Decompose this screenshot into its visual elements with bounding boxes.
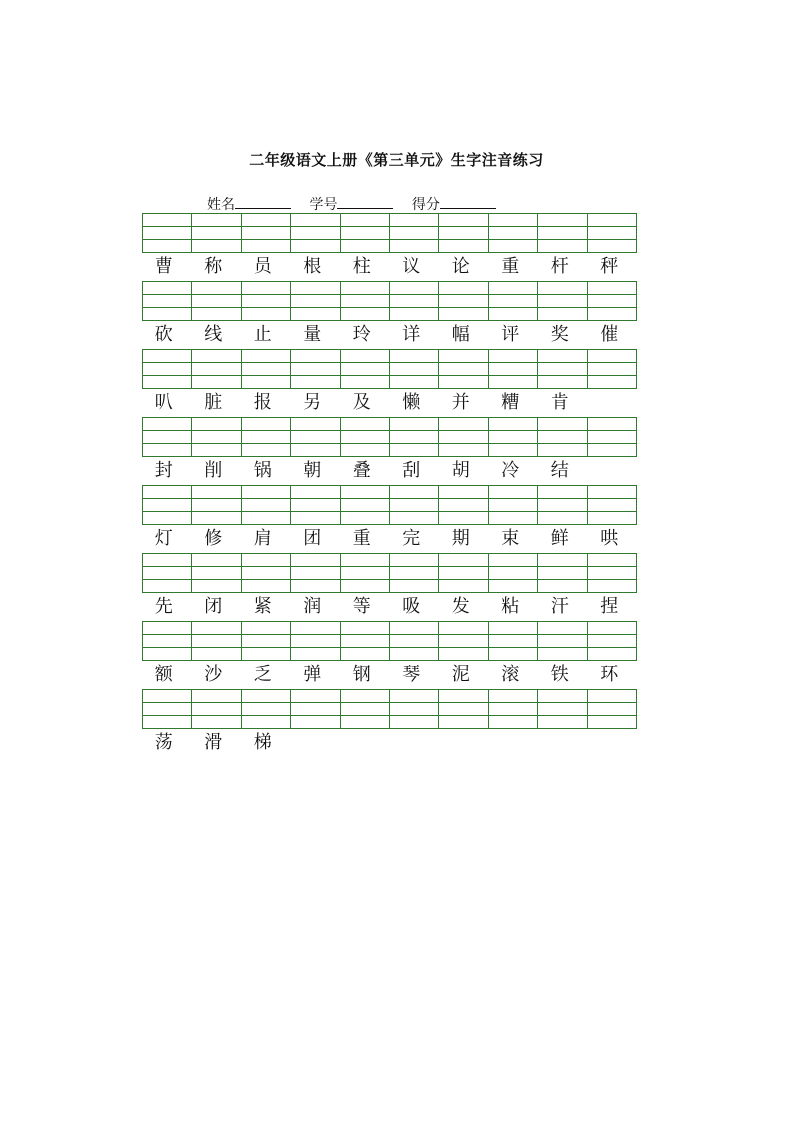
pinyin-answer-cell[interactable] [192, 554, 241, 592]
hanzi-character: 砍 [154, 324, 173, 345]
name-blank[interactable] [235, 196, 291, 209]
hanzi-character: 评 [501, 324, 520, 345]
pinyin-answer-cell[interactable] [242, 554, 291, 592]
hanzi-character: 报 [253, 392, 272, 413]
pinyin-answer-cell[interactable] [192, 486, 241, 524]
hanzi-character: 润 [303, 596, 322, 617]
pinyin-answer-cell[interactable] [588, 554, 636, 592]
pinyin-answer-cell[interactable] [390, 214, 439, 252]
pinyin-answer-cell[interactable] [489, 282, 538, 320]
character-row [142, 253, 637, 281]
hanzi-character: 重 [501, 256, 520, 277]
hanzi-character: 哄 [600, 528, 619, 549]
hanzi-character: 闭 [204, 596, 223, 617]
pinyin-answer-cell[interactable] [439, 486, 488, 524]
hanzi-character: 柱 [352, 256, 371, 277]
pinyin-answer-cell[interactable] [291, 554, 340, 592]
pinyin-answer-cell[interactable] [192, 622, 241, 660]
pinyin-answer-cell[interactable] [489, 350, 538, 388]
hanzi-character: 糟 [501, 392, 520, 413]
pinyin-answer-cell[interactable] [291, 282, 340, 320]
pinyin-answer-cell[interactable] [143, 554, 192, 592]
hanzi-character: 冷 [501, 460, 520, 481]
hanzi-character: 杆 [550, 256, 569, 277]
hanzi-character: 幅 [451, 324, 470, 345]
pinyin-answer-cell[interactable] [341, 622, 390, 660]
pinyin-answer-cell[interactable] [341, 350, 390, 388]
pinyin-answer-cell[interactable] [588, 690, 636, 728]
pinyin-answer-cell[interactable] [588, 486, 636, 524]
hanzi-character: 梯 [253, 732, 272, 753]
pinyin-grid-row [142, 349, 637, 389]
hanzi-character: 发 [451, 596, 470, 617]
hanzi-character: 弹 [303, 664, 322, 685]
pinyin-answer-cell[interactable] [538, 282, 587, 320]
hanzi-character: 称 [204, 256, 223, 277]
pinyin-answer-cell[interactable] [538, 418, 587, 456]
hanzi-character: 员 [253, 256, 272, 277]
pinyin-answer-cell[interactable] [390, 418, 439, 456]
pinyin-answer-cell[interactable] [143, 418, 192, 456]
pinyin-answer-cell[interactable] [242, 350, 291, 388]
hanzi-character: 粘 [501, 596, 520, 617]
pinyin-answer-cell[interactable] [341, 486, 390, 524]
hanzi-character: 玲 [352, 324, 371, 345]
pinyin-answer-cell[interactable] [143, 282, 192, 320]
hanzi-character: 秤 [600, 256, 619, 277]
student-number-blank[interactable] [337, 196, 393, 209]
pinyin-grid-row [142, 281, 637, 321]
pinyin-answer-cell[interactable] [192, 214, 241, 252]
hanzi-character: 吸 [402, 596, 421, 617]
pinyin-answer-cell[interactable] [192, 350, 241, 388]
hanzi-character: 议 [402, 256, 421, 277]
hanzi-character: 懒 [402, 392, 421, 413]
pinyin-answer-cell[interactable] [341, 282, 390, 320]
hanzi-character: 环 [600, 664, 619, 685]
pinyin-answer-cell[interactable] [291, 690, 340, 728]
hanzi-character: 等 [352, 596, 371, 617]
pinyin-answer-cell[interactable] [390, 282, 439, 320]
pinyin-answer-cell[interactable] [242, 418, 291, 456]
pinyin-answer-cell[interactable] [439, 214, 488, 252]
page-title: 二年级语文上册《第三单元》生字注音练习 [249, 151, 544, 169]
hanzi-character: 另 [303, 392, 322, 413]
hanzi-character: 滑 [204, 732, 223, 753]
pinyin-answer-cell[interactable] [538, 350, 587, 388]
hanzi-character: 及 [352, 392, 371, 413]
character-row [142, 525, 637, 553]
hanzi-character: 修 [204, 528, 223, 549]
pinyin-answer-cell[interactable] [489, 622, 538, 660]
pinyin-answer-cell[interactable] [489, 486, 538, 524]
hanzi-character: 鲜 [550, 528, 569, 549]
score-field [412, 194, 496, 214]
pinyin-answer-cell[interactable] [439, 350, 488, 388]
hanzi-character: 完 [402, 528, 421, 549]
pinyin-answer-cell[interactable] [439, 690, 488, 728]
pinyin-answer-cell[interactable] [390, 486, 439, 524]
student-number-label: 学号 [309, 197, 338, 213]
hanzi-character: 灯 [154, 528, 173, 549]
pinyin-grid-row [142, 417, 637, 457]
pinyin-answer-cell[interactable] [538, 690, 587, 728]
pinyin-answer-cell[interactable] [489, 214, 538, 252]
pinyin-answer-cell[interactable] [192, 690, 241, 728]
hanzi-character: 锅 [253, 460, 272, 481]
pinyin-answer-cell[interactable] [291, 418, 340, 456]
pinyin-answer-cell[interactable] [143, 214, 192, 252]
pinyin-answer-cell[interactable] [588, 214, 636, 252]
pinyin-answer-cell[interactable] [192, 418, 241, 456]
score-blank[interactable] [440, 196, 496, 209]
hanzi-character: 泥 [451, 664, 470, 685]
character-row [142, 457, 637, 485]
pinyin-answer-cell[interactable] [242, 690, 291, 728]
hanzi-character: 乏 [253, 664, 272, 685]
student-number-field [309, 194, 393, 214]
pinyin-answer-cell[interactable] [242, 486, 291, 524]
pinyin-answer-cell[interactable] [489, 554, 538, 592]
hanzi-character: 滚 [501, 664, 520, 685]
pinyin-answer-cell[interactable] [489, 418, 538, 456]
hanzi-character: 束 [501, 528, 520, 549]
pinyin-answer-cell[interactable] [538, 622, 587, 660]
hanzi-character: 钢 [352, 664, 371, 685]
hanzi-character: 叭 [154, 392, 173, 413]
hanzi-character: 朝 [303, 460, 322, 481]
pinyin-answer-cell[interactable] [439, 622, 488, 660]
pinyin-answer-cell[interactable] [341, 690, 390, 728]
pinyin-answer-cell[interactable] [143, 350, 192, 388]
hanzi-character: 详 [402, 324, 421, 345]
pinyin-grid-row [142, 213, 637, 253]
pinyin-worksheet [142, 213, 637, 757]
hanzi-character: 根 [303, 256, 322, 277]
pinyin-answer-cell[interactable] [291, 214, 340, 252]
hanzi-character: 奖 [550, 324, 569, 345]
pinyin-answer-cell[interactable] [439, 418, 488, 456]
hanzi-character: 团 [303, 528, 322, 549]
student-info [207, 194, 510, 214]
hanzi-character: 线 [204, 324, 223, 345]
pinyin-answer-cell[interactable] [390, 622, 439, 660]
pinyin-answer-cell[interactable] [538, 554, 587, 592]
pinyin-answer-cell[interactable] [341, 554, 390, 592]
hanzi-character: 捏 [600, 596, 619, 617]
pinyin-grid-row [142, 553, 637, 593]
pinyin-answer-cell[interactable] [588, 622, 636, 660]
pinyin-answer-cell[interactable] [390, 554, 439, 592]
hanzi-character: 论 [451, 256, 470, 277]
pinyin-grid-row [142, 689, 637, 729]
pinyin-answer-cell[interactable] [439, 282, 488, 320]
pinyin-answer-cell[interactable] [291, 486, 340, 524]
hanzi-character: 量 [303, 324, 322, 345]
pinyin-answer-cell[interactable] [439, 554, 488, 592]
hanzi-character: 催 [600, 324, 619, 345]
name-field [207, 194, 291, 214]
hanzi-character: 沙 [204, 664, 223, 685]
hanzi-character: 胡 [451, 460, 470, 481]
character-row [142, 593, 637, 621]
pinyin-answer-cell[interactable] [489, 690, 538, 728]
pinyin-answer-cell[interactable] [538, 214, 587, 252]
pinyin-answer-cell[interactable] [538, 486, 587, 524]
hanzi-character: 脏 [204, 392, 223, 413]
hanzi-character: 止 [253, 324, 272, 345]
pinyin-answer-cell[interactable] [341, 214, 390, 252]
pinyin-answer-cell[interactable] [242, 282, 291, 320]
hanzi-character: 铁 [550, 664, 569, 685]
hanzi-character: 额 [154, 664, 173, 685]
character-row [142, 321, 637, 349]
pinyin-answer-cell[interactable] [143, 690, 192, 728]
pinyin-answer-cell[interactable] [192, 282, 241, 320]
hanzi-character: 并 [451, 392, 470, 413]
pinyin-answer-cell[interactable] [242, 622, 291, 660]
hanzi-character: 肯 [550, 392, 569, 413]
pinyin-grid-row [142, 621, 637, 661]
character-row [142, 661, 637, 689]
pinyin-answer-cell[interactable] [390, 350, 439, 388]
pinyin-answer-cell[interactable] [143, 486, 192, 524]
pinyin-answer-cell[interactable] [291, 622, 340, 660]
hanzi-character: 封 [154, 460, 173, 481]
character-row [142, 729, 637, 757]
pinyin-answer-cell[interactable] [143, 622, 192, 660]
character-row [142, 389, 637, 417]
hanzi-character: 琴 [402, 664, 421, 685]
pinyin-answer-cell[interactable] [341, 418, 390, 456]
hanzi-character: 叠 [352, 460, 371, 481]
hanzi-character: 紧 [253, 596, 272, 617]
hanzi-character: 肩 [253, 528, 272, 549]
pinyin-answer-cell[interactable] [588, 282, 636, 320]
hanzi-character: 重 [352, 528, 371, 549]
hanzi-character: 结 [550, 460, 569, 481]
pinyin-answer-cell[interactable] [390, 690, 439, 728]
pinyin-answer-cell[interactable] [242, 214, 291, 252]
hanzi-character: 曹 [154, 256, 173, 277]
pinyin-answer-cell[interactable] [291, 350, 340, 388]
hanzi-character: 期 [451, 528, 470, 549]
hanzi-character: 先 [154, 596, 173, 617]
hanzi-character: 刮 [402, 460, 421, 481]
score-label: 得分 [411, 197, 440, 213]
name-label: 姓名 [207, 197, 235, 213]
hanzi-character: 削 [204, 460, 223, 481]
pinyin-grid-row [142, 485, 637, 525]
hanzi-character: 汗 [550, 596, 569, 617]
pinyin-answer-cell[interactable] [588, 418, 636, 456]
hanzi-character: 荡 [154, 732, 173, 753]
pinyin-answer-cell[interactable] [588, 350, 636, 388]
